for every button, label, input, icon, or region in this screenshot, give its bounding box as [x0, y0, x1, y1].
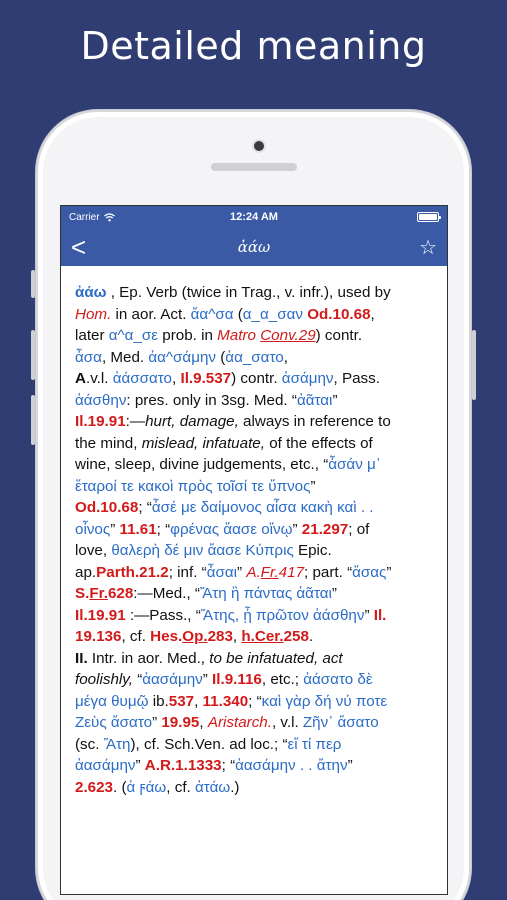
chevron-left-icon[interactable]: <: [71, 232, 87, 262]
greek-term[interactable]: ἀασάμην: [142, 671, 203, 688]
entry-text: :—Med., “: [133, 585, 200, 602]
entry-text: ib.: [148, 692, 169, 710]
entry-text: .: [308, 628, 314, 645]
greek-term[interactable]: ἆσαι: [206, 563, 238, 581]
entry-line: [75, 755, 437, 777]
entry-line: [75, 282, 437, 304]
entry-text: , etc.;: [261, 671, 304, 688]
entry-text: ,: [283, 348, 288, 366]
nav-title: ἀάω: [237, 238, 271, 256]
entry-text: ) contr.: [231, 370, 282, 387]
reference-link[interactable]: 628: [107, 585, 134, 602]
entry-text: hurt, damage,: [145, 413, 239, 430]
phone-power-button: [472, 330, 476, 400]
greek-term[interactable]: ἀασάμην . . ἄτην: [235, 757, 348, 774]
entry-text: ; “: [248, 692, 262, 710]
entry-line: [75, 583, 437, 605]
entry-line: [75, 540, 437, 562]
entry-text: ”: [331, 585, 337, 602]
entry-text: ; inf. “: [168, 563, 207, 581]
reference-link[interactable]: 417: [278, 563, 305, 581]
greek-term[interactable]: ἄα^σα: [190, 305, 234, 323]
phone-volume-down: [31, 395, 35, 445]
entry-text: ; “: [221, 757, 236, 774]
reference-link[interactable]: 21.297: [301, 520, 349, 538]
greek-term[interactable]: α_α_σαν: [242, 305, 303, 323]
greek-term[interactable]: Ἄτη: [103, 735, 131, 753]
greek-term[interactable]: ἀα_σατο: [225, 348, 284, 366]
entry-text: Epic.: [293, 542, 332, 559]
entry-text: ”: [310, 477, 316, 495]
greek-term[interactable]: ἀάσθην: [75, 391, 127, 409]
greek-term[interactable]: ἀασάμην: [75, 757, 136, 774]
reference-link[interactable]: A.: [246, 563, 261, 581]
entry-text: ; “: [156, 520, 171, 538]
entry-text: , Med.: [101, 348, 149, 366]
entry-line: [75, 476, 437, 498]
greek-term[interactable]: ἀάω: [75, 284, 107, 301]
greek-term[interactable]: ἆσα: [75, 348, 102, 366]
reference-link[interactable]: Fr.: [89, 585, 108, 602]
greek-term[interactable]: Ζεὺς ἄσατο: [75, 714, 153, 731]
reference-link[interactable]: Od.10.68: [75, 499, 139, 516]
reference-link[interactable]: Matro: [217, 327, 261, 344]
reference-link[interactable]: 11.61: [119, 520, 157, 538]
greek-term[interactable]: ἕταροί τε κακοὶ πρὸς τοῖσί τε ὕπνος: [75, 477, 311, 495]
entry-line: [75, 669, 437, 691]
entry-text: ”: [135, 757, 145, 774]
entry-text: prob. in: [158, 327, 218, 344]
greek-term[interactable]: Ἄτης, ᾗ πρῶτον ἀάσθην: [200, 606, 365, 624]
entry-text: foolishly,: [75, 671, 133, 688]
greek-term[interactable]: ἄσας: [352, 563, 387, 581]
reference-link[interactable]: 258: [283, 628, 309, 645]
entry-text: ; of: [348, 520, 370, 538]
entry-text: ,: [194, 692, 203, 710]
reference-link[interactable]: Od.10.68: [307, 305, 371, 323]
greek-term[interactable]: ἀ ϝάω: [126, 778, 167, 796]
entry-text: ”: [332, 391, 338, 409]
entry-text: the mind,: [75, 434, 142, 452]
reference-link[interactable]: 11.340: [202, 692, 249, 710]
reference-link[interactable]: 283: [207, 628, 233, 645]
entry-text: :—Pass., “: [125, 606, 201, 624]
entry-line: [75, 454, 437, 476]
greek-term[interactable]: ἀάσατο δὲ: [303, 671, 373, 688]
entry-text: in aor. Act.: [111, 305, 191, 323]
reference-link[interactable]: Il.9.537: [180, 370, 232, 387]
entry-text: ”: [364, 606, 374, 624]
entry-text: wine, sleep, divine judgements, etc., “: [75, 456, 329, 473]
entry-text: , Ep. Verb (twice in Trag., v. infr.), used by: [106, 284, 391, 301]
reference-link[interactable]: Il.: [373, 606, 387, 624]
entry-line: [75, 497, 437, 519]
entry-text: ; “: [138, 499, 152, 516]
carrier-label: Carrier: [69, 211, 100, 223]
reference-link[interactable]: Aristarch.: [207, 714, 272, 731]
entry-text: : pres. only in 3sg. Med. “: [126, 391, 297, 409]
reference-link[interactable]: 537: [168, 692, 195, 710]
status-bar: [61, 206, 447, 228]
entry-text: ”: [110, 520, 120, 538]
greek-term[interactable]: Ἄτη ἣ πάντας ἀᾶται: [199, 585, 332, 602]
entry-text: .v.l.: [85, 370, 113, 387]
entry-line: [75, 433, 437, 455]
battery-icon: [417, 212, 439, 222]
entry-text: love,: [75, 542, 112, 559]
entry-line: [75, 390, 437, 412]
entry-text: later: [75, 327, 109, 344]
greek-term[interactable]: εἴ τί περ: [287, 735, 342, 753]
status-time: 12:24 AM: [230, 211, 278, 223]
entry-text: ”: [237, 563, 247, 581]
top-bar: [61, 206, 447, 266]
entry-line: [75, 777, 437, 799]
entry-text: :—: [125, 413, 146, 430]
entry-line: [75, 734, 437, 756]
reference-link[interactable]: 19.95: [161, 714, 200, 731]
entry-text: ”: [292, 520, 302, 538]
entry-line: [75, 519, 437, 541]
entry-line: [75, 626, 437, 648]
reference-link[interactable]: Conv.29: [260, 327, 316, 344]
entry-text: mislead, infatuate,: [141, 434, 265, 452]
entry-text: .): [230, 778, 240, 796]
phone-volume-up: [31, 330, 35, 380]
entry-line: [75, 411, 437, 433]
entry-line: [75, 691, 437, 713]
entry-text: ”: [386, 563, 392, 581]
reference-link[interactable]: Il.19.91: [75, 606, 126, 624]
entry-text: ) contr.: [315, 327, 363, 344]
entry-text: “: [132, 671, 143, 688]
greek-term[interactable]: ἆσάν μ᾽: [328, 456, 381, 473]
phone-speaker: [211, 163, 297, 171]
entry-text: ,: [232, 628, 242, 645]
entry-text: ), cf. Sch.Ven. ad loc.; “: [130, 735, 288, 753]
reference-link[interactable]: S.: [75, 585, 90, 602]
entry-text: ,: [199, 714, 208, 731]
greek-term[interactable]: ἀτάω: [195, 778, 231, 796]
entry-text: ; part. “: [304, 563, 353, 581]
entry-text: . (: [113, 778, 127, 796]
entry-text: , Pass.: [333, 370, 380, 387]
entry-line: [75, 562, 437, 584]
reference-link[interactable]: Il.19.91: [75, 413, 126, 430]
entry-text: II.: [75, 649, 88, 667]
entry-line: [75, 648, 437, 670]
entry-text: always in reference to: [238, 413, 391, 430]
entry-text: A: [75, 370, 86, 387]
reference-link[interactable]: Hom.: [75, 305, 112, 323]
entry-text: , v.l.: [271, 714, 303, 731]
reference-link[interactable]: 2.623: [75, 778, 114, 796]
entry-text: ”: [347, 757, 353, 774]
reference-link[interactable]: Il.9.116: [212, 671, 262, 688]
star-outline-icon[interactable]: ☆: [419, 236, 437, 259]
entry-text: Intr. in aor. Med.,: [87, 649, 210, 667]
entry-text: (: [216, 348, 226, 366]
reference-link[interactable]: Hes.: [150, 628, 183, 645]
greek-term[interactable]: ἆσέ με δαίμονος αἶσα κακὴ καὶ . .: [151, 499, 374, 516]
greek-term[interactable]: α^α_σε: [108, 327, 159, 344]
phone-camera: [254, 141, 264, 151]
reference-link[interactable]: Parth.21.2: [96, 563, 169, 581]
greek-term[interactable]: ἀσάμην: [281, 370, 334, 387]
greek-term[interactable]: ἀα^σάμην: [148, 348, 217, 366]
entry-text: ap.: [75, 563, 97, 581]
greek-term[interactable]: Ζῆν᾽ ἄσατο: [302, 714, 379, 731]
entry-text: ”: [202, 671, 213, 688]
entry-text: , cf.: [121, 628, 151, 645]
entry-text: , cf.: [166, 778, 195, 796]
greek-term[interactable]: καὶ γὰρ δή νύ ποτε: [261, 692, 388, 710]
greek-term[interactable]: οἶνος: [75, 520, 111, 538]
entry-text: (: [233, 305, 243, 323]
entry-line: [75, 347, 437, 369]
reference-link[interactable]: h.Cer.: [241, 628, 284, 645]
reference-link[interactable]: 19.136: [75, 628, 122, 645]
dictionary-entry: [61, 266, 447, 798]
entry-line: [75, 605, 437, 627]
reference-link[interactable]: Fr.: [260, 563, 279, 581]
entry-line: [75, 325, 437, 347]
greek-term[interactable]: ἀᾶται: [296, 391, 333, 409]
entry-text: of the effects of: [264, 434, 373, 452]
entry-line: [75, 304, 437, 326]
entry-line: [75, 712, 437, 734]
reference-link[interactable]: A.R.1.1333: [144, 757, 222, 774]
entry-text: ”: [152, 714, 162, 731]
wifi-icon: [104, 213, 115, 222]
phone-side-button: [31, 270, 35, 298]
headline: Detailed meaning: [80, 24, 427, 68]
entry-line: [75, 368, 437, 390]
nav-bar: [61, 228, 447, 266]
greek-term[interactable]: θαλερὴ δέ μιν ἄασε Κύπρις: [111, 542, 294, 559]
greek-term[interactable]: φρένας ἄασε οἴνῳ: [170, 520, 293, 538]
greek-term[interactable]: ἀάσσατο: [112, 370, 173, 387]
entry-text: (sc.: [75, 735, 104, 753]
entry-text: ,: [370, 305, 375, 323]
reference-link[interactable]: Op.: [182, 628, 208, 645]
entry-text: ,: [172, 370, 181, 387]
app-screen: [60, 205, 448, 895]
entry-text: to be infatuated, act: [209, 649, 343, 667]
greek-term[interactable]: μέγα θυμῷ: [75, 692, 149, 710]
